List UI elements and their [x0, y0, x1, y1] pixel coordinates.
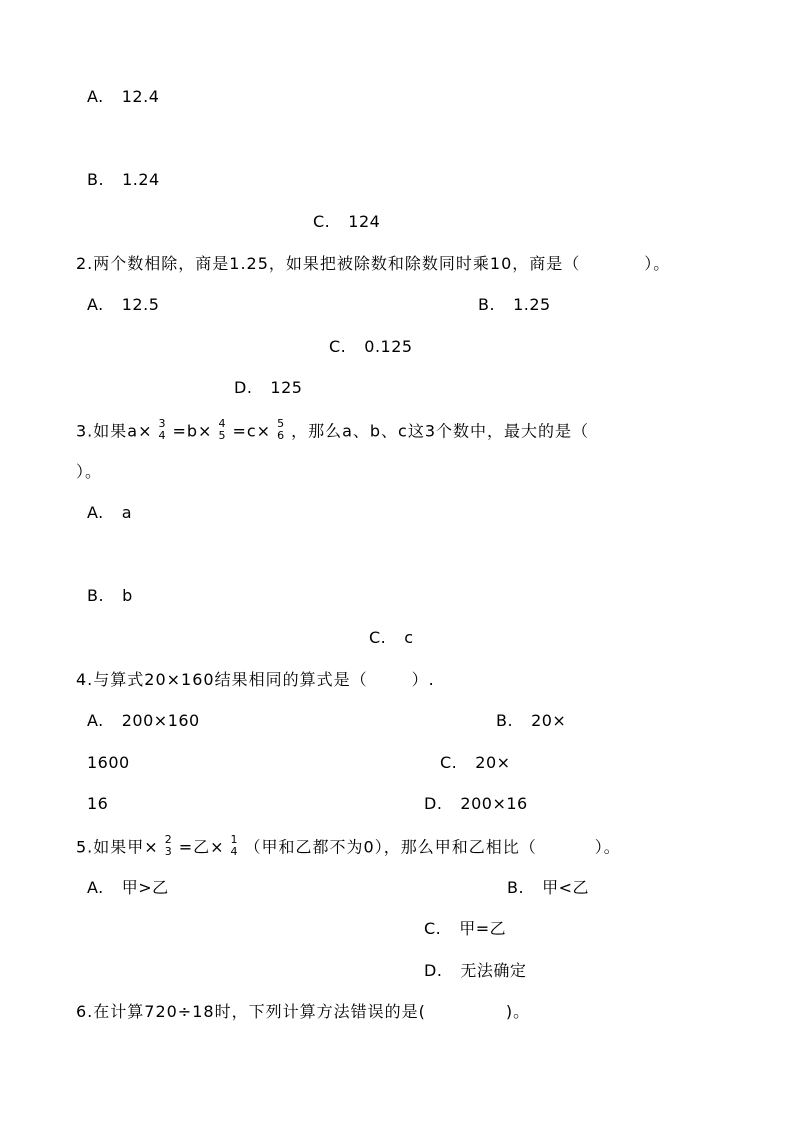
q5-option-c[interactable] [424, 919, 506, 939]
denominator: 6 [277, 429, 286, 442]
option-letter: D. [234, 378, 253, 397]
q4-option-d[interactable] [424, 794, 528, 814]
fraction [231, 834, 239, 858]
q4-stem [76, 670, 435, 690]
fraction [158, 418, 166, 442]
numerator: 1 [230, 833, 239, 846]
option-letter: B. [87, 170, 105, 189]
denominator: 3 [164, 845, 173, 858]
q2-stem [76, 254, 670, 274]
option-text: 1600 [87, 753, 130, 772]
denominator: 5 [218, 429, 227, 442]
question-text-end: ）. [411, 670, 435, 689]
question-text: 4.与算式20×160结果相同的算式是（ [76, 670, 368, 689]
denominator: 4 [230, 845, 239, 858]
q2-option-a[interactable] [87, 295, 159, 315]
option-text: 甲=乙 [459, 919, 507, 938]
numerator: 3 [158, 417, 167, 430]
option-letter: A. [87, 87, 104, 106]
option-text: a [121, 503, 133, 522]
q1-option-a[interactable] [87, 87, 159, 107]
q2-option-b[interactable] [478, 295, 551, 315]
option-letter: A. [87, 711, 104, 730]
numerator: 2 [164, 833, 173, 846]
option-text: 甲<乙 [542, 878, 589, 897]
q3-stem-line2 [76, 462, 102, 482]
question-text: =乙× [178, 837, 225, 857]
q4-option-b-continued[interactable] [87, 753, 130, 773]
fraction [218, 418, 226, 442]
q5-stem [76, 833, 621, 860]
option-letter: A. [87, 295, 104, 314]
option-letter: B. [507, 878, 525, 897]
option-letter: C. [369, 628, 387, 647]
denominator: 4 [158, 429, 167, 442]
q5-option-d[interactable] [424, 961, 526, 981]
option-letter: C. [329, 337, 347, 356]
option-letter: A. [87, 878, 104, 897]
q1-option-b[interactable] [87, 170, 160, 190]
numerator: 5 [277, 417, 286, 430]
fraction [165, 834, 173, 858]
option-letter: B. [87, 586, 105, 605]
option-text: 200×160 [121, 711, 200, 730]
q3-option-c[interactable] [369, 628, 414, 648]
question-text-end: ）。 [594, 837, 621, 857]
option-letter: C. [440, 753, 458, 772]
option-letter: A. [87, 503, 104, 522]
option-text: 1.25 [513, 295, 551, 314]
option-text: 200×16 [460, 794, 528, 813]
q3-option-b[interactable] [87, 586, 133, 606]
option-text: 124 [348, 212, 381, 231]
option-letter: D. [424, 961, 443, 980]
question-text: （甲和乙都不为0），那么甲和乙相比（ [244, 837, 537, 857]
question-text: ，那么a、b、c这3个数中，最大的是（ [291, 421, 590, 441]
question-text: 3.如果a× [76, 421, 153, 441]
fraction [277, 418, 285, 442]
option-text: 12.4 [121, 87, 160, 106]
option-letter: D. [424, 794, 443, 813]
q1-option-c[interactable] [313, 212, 380, 232]
option-letter: C. [313, 212, 331, 231]
question-text: =c× [232, 421, 272, 441]
question-text: 6.在计算720÷18时，下列计算方法错误的是( [76, 1002, 426, 1021]
q4-option-b[interactable] [496, 711, 566, 731]
option-text: 甲>乙 [121, 878, 169, 897]
option-text: 16 [87, 794, 109, 813]
question-text: 2.两个数相除，商是1.25，如果把被除数和除数同时乘10，商是（ [76, 254, 581, 273]
question-text-end: )。 [505, 1002, 531, 1021]
option-text: c [404, 628, 414, 647]
numerator: 4 [218, 417, 227, 430]
option-letter: B. [478, 295, 496, 314]
option-text: 20× [475, 753, 511, 772]
q4-option-c[interactable] [440, 753, 511, 773]
q4-option-a[interactable] [87, 711, 200, 731]
option-text: 无法确定 [460, 961, 527, 980]
q4-option-c-continued[interactable] [87, 794, 108, 814]
q6-stem [76, 1002, 530, 1022]
option-letter: C. [424, 919, 442, 938]
q2-option-d[interactable] [234, 378, 302, 398]
question-text: =b× [172, 421, 213, 441]
option-text: b [122, 586, 133, 605]
question-text-end: ）。 [76, 462, 103, 481]
option-text: 125 [270, 378, 303, 397]
q2-option-c[interactable] [329, 337, 413, 357]
option-text: 0.125 [364, 337, 413, 356]
q5-option-a[interactable] [87, 878, 169, 898]
q5-option-b[interactable] [507, 878, 589, 898]
option-text: 12.5 [121, 295, 160, 314]
question-text: 5.如果甲× [76, 837, 159, 857]
question-text-end: ）。 [644, 254, 671, 273]
q3-stem [76, 417, 590, 444]
option-letter: B. [496, 711, 514, 730]
option-text: 20× [531, 711, 567, 730]
option-text: 1.24 [122, 170, 160, 189]
q3-option-a[interactable] [87, 503, 132, 523]
